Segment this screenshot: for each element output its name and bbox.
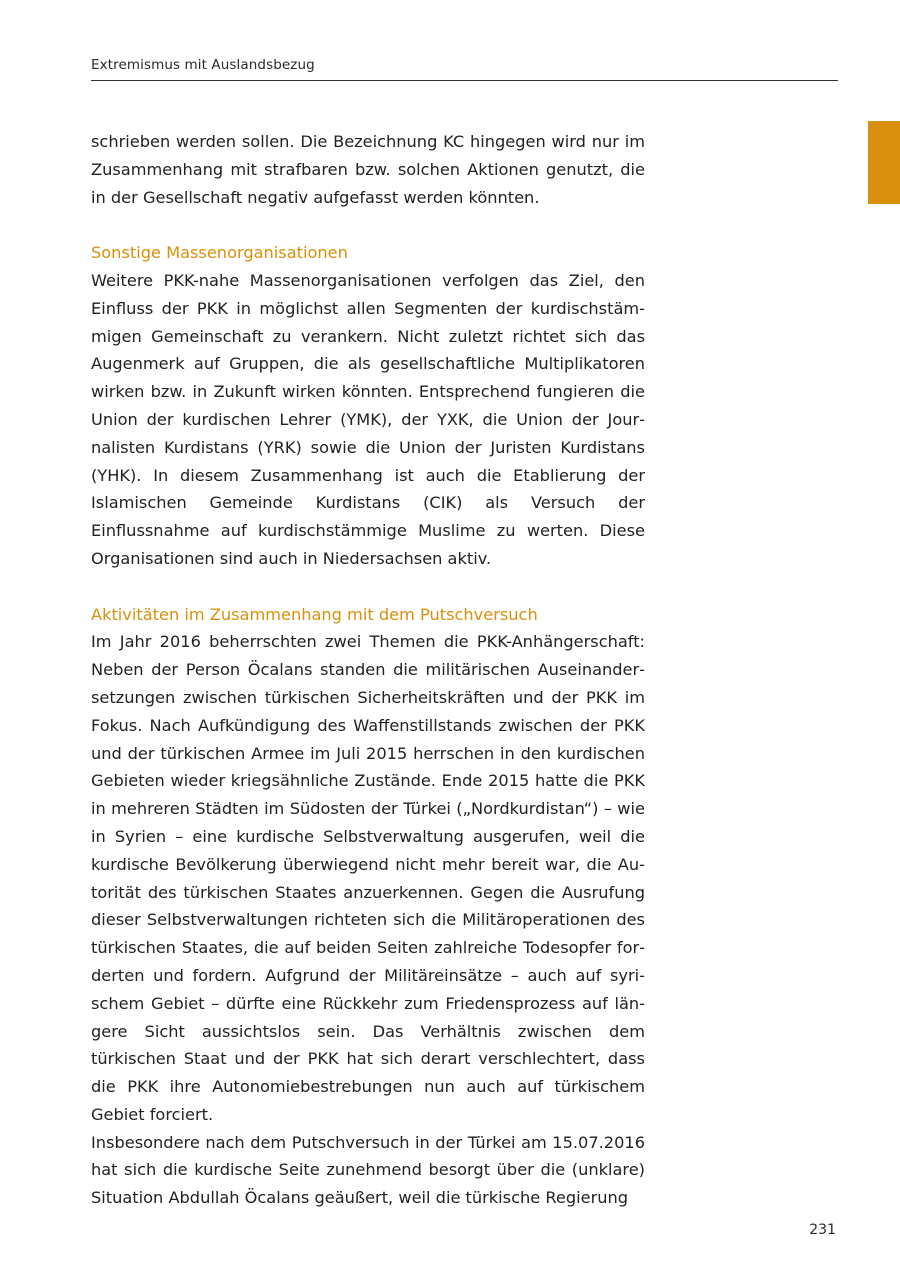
coup-activities-paragraph: Im Jahr 2016 beherrschten zwei Themen die PKK-Anhängerschaft: Neben der Person Öcalans standen die militärischen Auseinandersetzungen zwischen türkischen Sicherheitskräften und der PKK im Fokus. Nach Aufkündigung des Waffenstillstands zwischen der PKK und der türkischen Armee im Juli 2015 herrschen in den kurdischen Gebieten wieder kriegsähnliche Zustände. Ende 2015 hatte die PKK in mehreren Städten im Südosten der Türkei („Nordkurdistan“) – wie in Syrien – eine kurdische Selbstverwaltung ausgerufen, weil die kurdische Bevölkerung überwiegend nicht mehr bereit war, die Autorität des türkischen Staates anzuerkennen. Gegen die Ausrufung dieser Selbstverwaltungen richteten sich die Militäroperationen des türkischen Staates, die auf beiden Seiten zahlreiche Todesopfer forderten und fordern. Aufgrund der Militäreinsätze – auch auf syrischem Gebiet – dürfte eine Rückkehr zum Friedensprozess auf längere Sicht aussichtslos sein. Das Verhältnis zwischen dem türkischen Staat und der PKK hat sich derart verschlechtert, dass die PKK ihre Autonomiebestrebungen nun auch auf türkischem Gebiet forciert. xyxy=(91,632,645,1124)
paragraph-spacer xyxy=(91,573,645,601)
coup-followup-paragraph: Insbesondere nach dem Putschversuch in der Türkei am 15.07.2016 hat sich die kurdische Seite zunehmend besorgt über die (unklare) Situation Abdullah Öcalans geäußert, weil die türkische Regierung xyxy=(91,1132,645,1208)
mass-organisations-paragraph: Weitere PKK-nahe Massenorganisationen verfolgen das Ziel, den Einfluss der PKK in möglichst allen Segmenten der kurdischstämmigen Gemeinschaft zu verankern. Nicht zuletzt richtet sich das Augenmerk auf Gruppen, die als gesellschaftliche Multiplikatoren wirken bzw. in Zukunft wirken könnten. Entsprechend fungieren die Union der kurdischen Lehrer (YMK), der YXK, die Union der Journalisten Kurdistans (YRK) sowie die Union der Juristen Kurdistans (YHK). In diesem Zusammenhang ist auch die Etablierung der Islamischen Gemeinde Kurdistans (CIK) als Versuch der Einflussnahme auf kurdischstämmige Muslime zu werten. Diese Organisationen sind auch in Niedersachsen aktiv. xyxy=(91,270,645,568)
section-heading-coup-activities: Aktivitäten im Zusammenhang mit dem Putschversuch xyxy=(91,604,538,624)
header-divider xyxy=(91,80,838,81)
running-header-title: Extremismus mit Auslandsbezug xyxy=(91,57,315,73)
paragraph-spacer xyxy=(91,211,645,239)
intro-paragraph: schrieben werden sollen. Die Bezeichnung KC hingegen wird nur im Zusammenhang mit strafbaren bzw. solchen Aktionen genutzt, die in der Gesellschaft negativ aufgefasst werden könnten. xyxy=(91,132,645,207)
page-number: 231 xyxy=(809,1222,836,1238)
section-heading-mass-organisations: Sonstige Massenorganisationen xyxy=(91,243,348,263)
chapter-tab-marker xyxy=(868,121,900,204)
body-text-column xyxy=(91,128,645,1212)
